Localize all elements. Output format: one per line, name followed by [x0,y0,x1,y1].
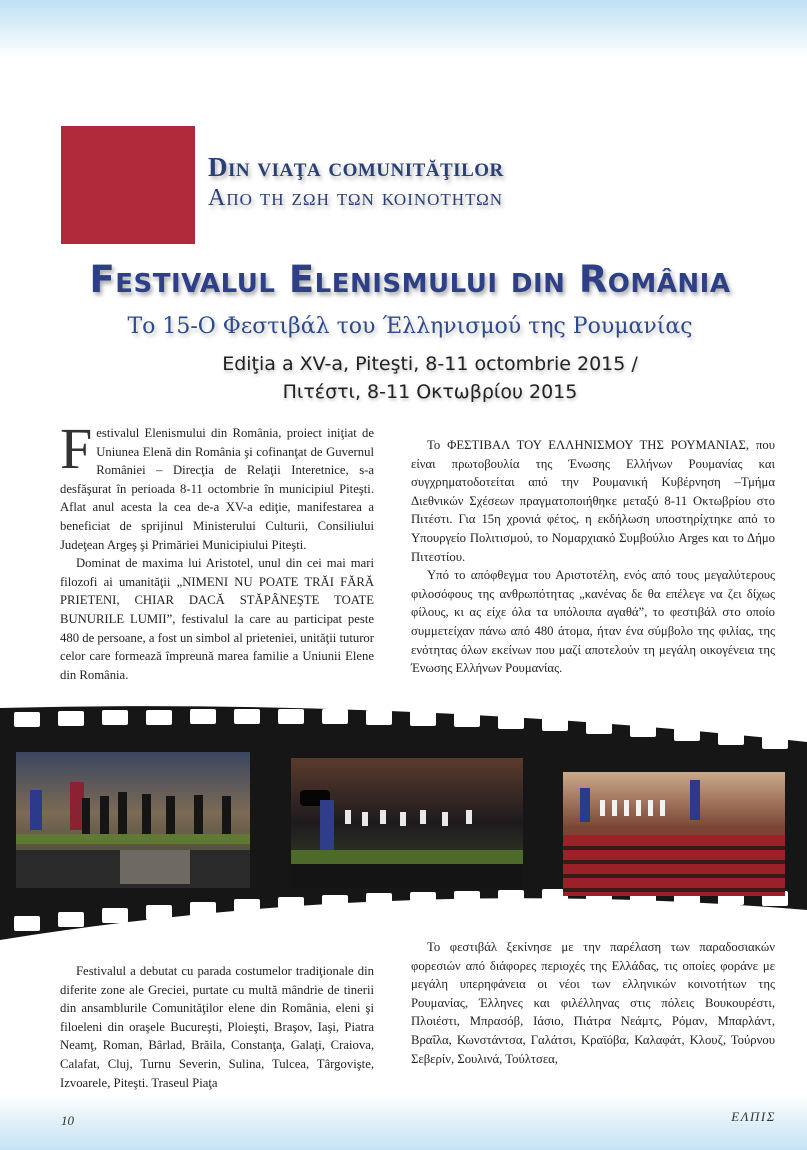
top-gradient-band [0,0,807,58]
gr-paragraph-1: Το ΦΕΣΤΙΒΑΛ ΤΟΥ ΕΛΛΗΝΙΣΜΟΥ ΤΗΣ ΡΟΥΜΑΝΙΑΣ, που είναι πρωτοβουλία της Ένωσης Ελλήνων Ρουμανίας και συγχρηματοδοτείται από την Ρουμανική Κυβέρνηση –Τμήμα Διεθνικών Σχέσεων πραγματοποιήθηκε μεταξύ 8-11 Οκτωβρίου στο Πιτέστι. Για 15η χρονιά φέτος, η εκδήλωση υποστηρίχτηκε από το Υπουργείο Πολιτισμού, το Νομαρχιακό Συμβούλιο Arges και το Δήμο Πιτεστίου. [411,438,775,564]
filmstrip-photo-gallery [0,700,807,945]
photo-dance-audience [563,772,785,896]
article-title-ro: Festivalul Elenismului din România [89,258,731,301]
gr-paragraph-2: Υπό το απόφθεγμα του Αριστοτέλη, ενός από τους μεγαλύτερους φιλοσόφους της ανθρωπότητας „κανένας δε θα επέλεγε να ζει δίχως φίλους, κι ας είχε όλα τα υπόλοιπα αγαθά”, το φεστιβάλ στο οποίο συμμετείχαν πάνω από 480 άτομα, ήταν ένα σύμβολο της φιλίας, της ενότητας όλων εκείνων που μαζί αποτελούν τη μεγάλη οικογένεια της Ένωσης Ελλήνων Ρουμανίας. [411,568,775,676]
romanian-column-top [60,416,374,684]
section-title-ro: Din viaţa comunităţilor [208,152,504,182]
gr-paragraph-3: Το φεστιβάλ ξεκίνησε με την παρέλαση των παραδοσιακών φορεσιών από διάφορες περιοχές της Ελλάδας, τις οποίες φοράνε με μεγάλη υπερηφάνεια οι νέοι των ελληνικών κοινοτήτων της Ρουμανίας, Έλληνες και φιλέλληνας στις πόλεις Βουκουρέστι, Πλοιέστι, Μπρασόβ, Ιάσιο, Πιάτρα Νεάμτς, Ρόμαν, Μπαρλάντ, Βραΐλα, Κωνστάντσα, Γαλάτσι, Κραϊόβα, Καλαφάτ, Κλουζ, Τούρνου Σεβερίν, Σουλινά, Τούλτσεα, [411,940,775,1066]
ro-paragraph-3: Festivalul a debutat cu parada costumelor tradiţionale din diferite zone ale Greciei, purtate cu multă mândrie de tinerii din ansamblurile Comunităţilor elene din România, eleni şi filoeleni din oraşele Bucureşti, Ploieşti, Braşov, Iaşi, Piatra Neamţ, Roman, Bârlad, Brăila, Constanţa, Galaţi, Craiova, Calafat, Cluj, Turnu Severin, Sulina, Tulcea, Târgovişte, Izvoarele, Piteşti. Traseul Piaţa [60,964,374,1090]
greek-column-bottom [411,938,775,1068]
page-number: 10 [61,1113,74,1128]
greek-column-top [411,436,775,678]
edition-line-gr: Πιτέστι, 8-11 Οκτωβρίου 2015 [282,381,578,403]
photo-stage-ceremony [16,752,250,888]
edition-info [60,350,800,406]
section-color-block [61,126,195,244]
section-heading [208,152,628,214]
section-title-gr: Απο τη ζωη των κοινοτητων [208,185,504,211]
drop-cap: F [60,416,93,481]
ro-paragraph-2: Dominat de maxima lui Aristotel, unul din cei mai mari filozofi ai umanităţii „NIMENI NU POATE TRĂI FĂRĂ PRIETENI, CHIAR DACĂ STĂPÂNEŞTE TOATE BUNURILE LUMII”, festivalul la care au participat peste 480 de persoane, a fost un simbol al prieteniei, unităţii tuturor celor care formează împreună marea familie a Uniunii Elene din România. [60,556,374,682]
romanian-column-bottom [60,962,374,1092]
ro-paragraph-1-text: estivalul Elenismului din România, proiect iniţiat de Uniunea Elenă din România şi cofinanţat de Guvernul României – Direcţia de Relaţii Interetnice, s-a desfăşurat în perioada 8-11 octombrie în municipiul Piteşti. Aflat anul acesta la cea de-a XV-a ediţie, manifestarea a beneficiat de sprijinul Ministerului Culturii, Consiliului Judeţean Argeş şi Primăriei Municipiului Piteşti. [60,426,374,552]
edition-line-ro: Ediţia a XV-a, Piteşti, 8-11 octombrie 2015 / [222,353,638,375]
photo-orchestra-concert [291,758,523,888]
bottom-gradient-band [0,1095,807,1150]
ro-paragraph-1 [60,416,374,554]
article-title-gr: Το 15-Ο Φεστιβάλ του Έλληνισμού της Ρουμανίας [127,314,693,339]
magazine-name: ΕΛΠΙΣ [731,1109,776,1124]
